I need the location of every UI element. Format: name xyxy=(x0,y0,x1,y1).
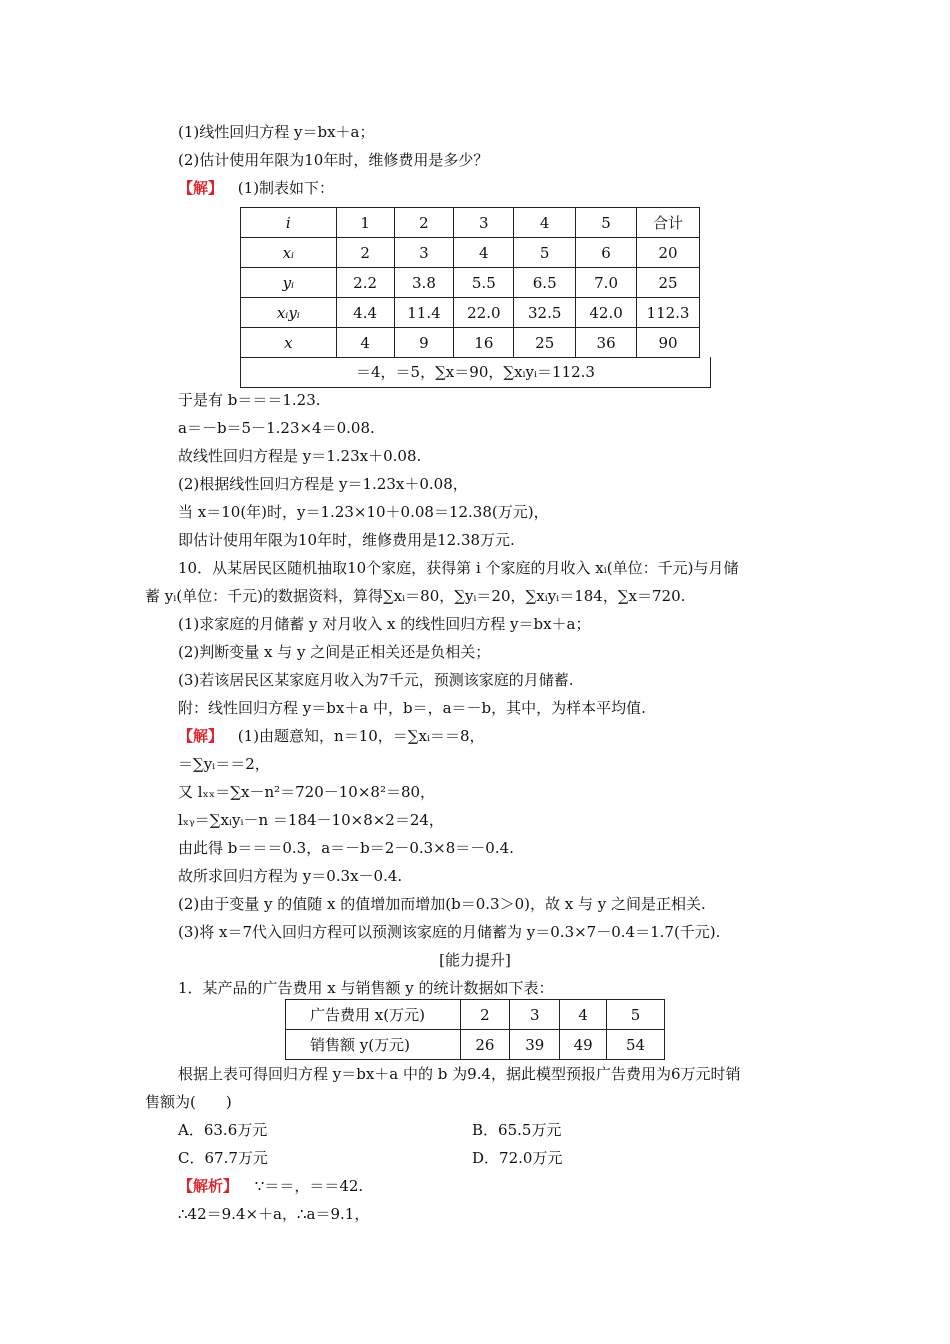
stats-cell: xᵢ xyxy=(241,238,337,268)
option-b: B．65.5万元 xyxy=(472,1121,562,1139)
stats-table-body xyxy=(241,208,700,358)
question10-stem: 10．从某居民区随机抽取10个家庭，获得第 i 个家庭的月收入 xᵢ(单位：千元)与月储 xyxy=(178,559,739,577)
stats-cell: 9 xyxy=(394,328,454,358)
solution2-line: 由此得 b＝＝＝0.3，a＝－b＝2－0.3×8＝－0.4. xyxy=(178,839,514,857)
solution2-heading xyxy=(178,726,485,746)
stats-cell: 32.5 xyxy=(514,298,576,328)
adsales-cell: 54 xyxy=(607,1030,665,1060)
solution2-line: 故所求回归方程为 y＝0.3x－0.4. xyxy=(178,867,403,885)
solution2-line: ＝∑yᵢ＝＝2， xyxy=(178,755,270,773)
solution1-line: 当 x＝10(年)时，y＝1.23×10＋0.08＝12.38(万元)， xyxy=(178,503,549,521)
question10-stem-cont: 蓄 yᵢ(单位：千元)的数据资料，算得∑xᵢ＝80，∑yᵢ＝20，∑xᵢyᵢ＝184，∑x＝720. xyxy=(145,587,686,605)
solution-label: 【解】 xyxy=(178,179,224,197)
solution-intro: (1)制表如下： xyxy=(237,179,335,197)
stats-row xyxy=(241,268,700,298)
solution2-first-line: (1)由题意知，n＝10，＝∑xᵢ＝＝8， xyxy=(237,727,485,745)
adsales-cell: 5 xyxy=(607,1000,665,1030)
question1-stem: 1．某产品的广告费用 x 与销售额 y 的统计数据如下表： xyxy=(178,979,554,997)
stats-cell: 25 xyxy=(637,268,700,298)
stats-cell: 5.5 xyxy=(454,268,514,298)
analysis-heading xyxy=(178,1176,363,1196)
stats-cell: 1 xyxy=(336,208,394,238)
solution1-line: 故线性回归方程是 y＝1.23x＋0.08. xyxy=(178,447,422,465)
stats-cell: 36 xyxy=(576,328,637,358)
adsales-cell: 39 xyxy=(510,1030,560,1060)
ad-sales-table-body xyxy=(286,1000,665,1060)
adsales-cell: 49 xyxy=(560,1030,607,1060)
stats-row xyxy=(241,208,700,238)
stats-cell: i xyxy=(241,208,337,238)
stats-row xyxy=(241,238,700,268)
question10-part: (2)判断变量 x 与 y 之间是正相关还是负相关； xyxy=(178,643,491,661)
stats-cell: 11.4 xyxy=(394,298,454,328)
stats-cell: xᵢyᵢ xyxy=(241,298,337,328)
adsales-row xyxy=(286,1000,665,1030)
stats-cell: 112.3 xyxy=(637,298,700,328)
solution1-line: 即估计使用年限为10年时，维修费用是12.38万元. xyxy=(178,531,515,549)
stats-cell: 4.4 xyxy=(336,298,394,328)
analysis-label: 【解析】 xyxy=(178,1177,239,1195)
stats-cell: 5 xyxy=(514,238,576,268)
stats-cell: yᵢ xyxy=(241,268,337,298)
option-c: C．67.7万元 xyxy=(178,1149,268,1167)
stats-cell: 25 xyxy=(514,328,576,358)
question10-part: (3)若该居民区某家庭月收入为7千元，预测该家庭的月储蓄. xyxy=(178,671,574,689)
stats-table-summary: ＝4，＝5，∑x＝90，∑xᵢyᵢ＝112.3 xyxy=(240,357,711,388)
stats-table xyxy=(240,207,700,358)
stats-cell: 3 xyxy=(454,208,514,238)
stats-cell: 20 xyxy=(637,238,700,268)
stats-cell: x xyxy=(241,328,337,358)
stats-cell: 4 xyxy=(514,208,576,238)
adsales-cell: 销售额 y(万元) xyxy=(286,1030,461,1060)
question10-appendix: 附：线性回归方程 y＝bx＋a 中，b＝，a＝－b，其中，为样本平均值. xyxy=(178,699,646,717)
question1-text: 根据上表可得回归方程 y＝bx＋a 中的 b 为9.4，据此模型预报广告费用为6万元时销 xyxy=(178,1065,741,1083)
stats-cell: 2 xyxy=(336,238,394,268)
question1-text-cont: 售额为( ) xyxy=(145,1093,232,1111)
question-part-1: (1)线性回归方程 y＝bx＋a； xyxy=(178,123,375,141)
option-d: D．72.0万元 xyxy=(472,1149,563,1167)
stats-cell: 3 xyxy=(394,238,454,268)
stats-cell: 7.0 xyxy=(576,268,637,298)
adsales-cell: 广告费用 x(万元) xyxy=(286,1000,461,1030)
solution1-line: (2)根据线性回归方程是 y＝1.23x＋0.08， xyxy=(178,475,468,493)
adsales-cell: 3 xyxy=(510,1000,560,1030)
solution2-label: 【解】 xyxy=(178,727,224,745)
solution1-line: 于是有 b＝＝＝1.23. xyxy=(178,391,321,409)
stats-cell: 90 xyxy=(637,328,700,358)
adsales-row xyxy=(286,1030,665,1060)
stats-row xyxy=(241,328,700,358)
solution2-line: (2)由于变量 y 的值随 x 的值增加而增加(b＝0.3＞0)，故 x 与 y 之间是正相关. xyxy=(178,895,706,913)
stats-cell: 22.0 xyxy=(454,298,514,328)
stats-cell: 42.0 xyxy=(576,298,637,328)
adsales-cell: 26 xyxy=(460,1030,510,1060)
solution-heading xyxy=(178,178,334,198)
stats-cell: 合计 xyxy=(637,208,700,238)
stats-cell: 3.8 xyxy=(394,268,454,298)
ad-sales-table xyxy=(285,999,665,1060)
stats-cell: 4 xyxy=(454,238,514,268)
solution2-line: (3)将 x＝7代入回归方程可以预测该家庭的月储蓄为 y＝0.3×7－0.4＝1.7(千元). xyxy=(178,923,721,941)
stats-cell: 6.5 xyxy=(514,268,576,298)
stats-cell: 16 xyxy=(454,328,514,358)
question-part-2: (2)估计使用年限为10年时，维修费用是多少？ xyxy=(178,151,489,169)
solution2-line: lₓᵧ＝∑xᵢyᵢ－n ＝184－10×8×2＝24， xyxy=(178,811,444,829)
stats-cell: 2 xyxy=(394,208,454,238)
adsales-cell: 4 xyxy=(560,1000,607,1030)
analysis-line: ∴42＝9.4×＋a，∴a＝9.1， xyxy=(178,1205,370,1223)
stats-row xyxy=(241,298,700,328)
solution1-line: a＝－b＝5－1.23×4＝0.08. xyxy=(178,419,375,437)
option-a: A．63.6万元 xyxy=(178,1121,268,1139)
stats-cell: 2.2 xyxy=(336,268,394,298)
question10-part: (1)求家庭的月储蓄 y 对月收入 x 的线性回归方程 y＝bx＋a； xyxy=(178,615,591,633)
stats-cell: 6 xyxy=(576,238,637,268)
stats-cell: 5 xyxy=(576,208,637,238)
stats-cell: 4 xyxy=(336,328,394,358)
solution2-line: 又 lₓₓ＝∑x－n²＝720－10×8²＝80， xyxy=(178,783,436,801)
section-title: [能力提升] xyxy=(439,951,511,969)
adsales-cell: 2 xyxy=(460,1000,510,1030)
analysis-text: ∵＝＝，＝＝42. xyxy=(254,1177,364,1195)
